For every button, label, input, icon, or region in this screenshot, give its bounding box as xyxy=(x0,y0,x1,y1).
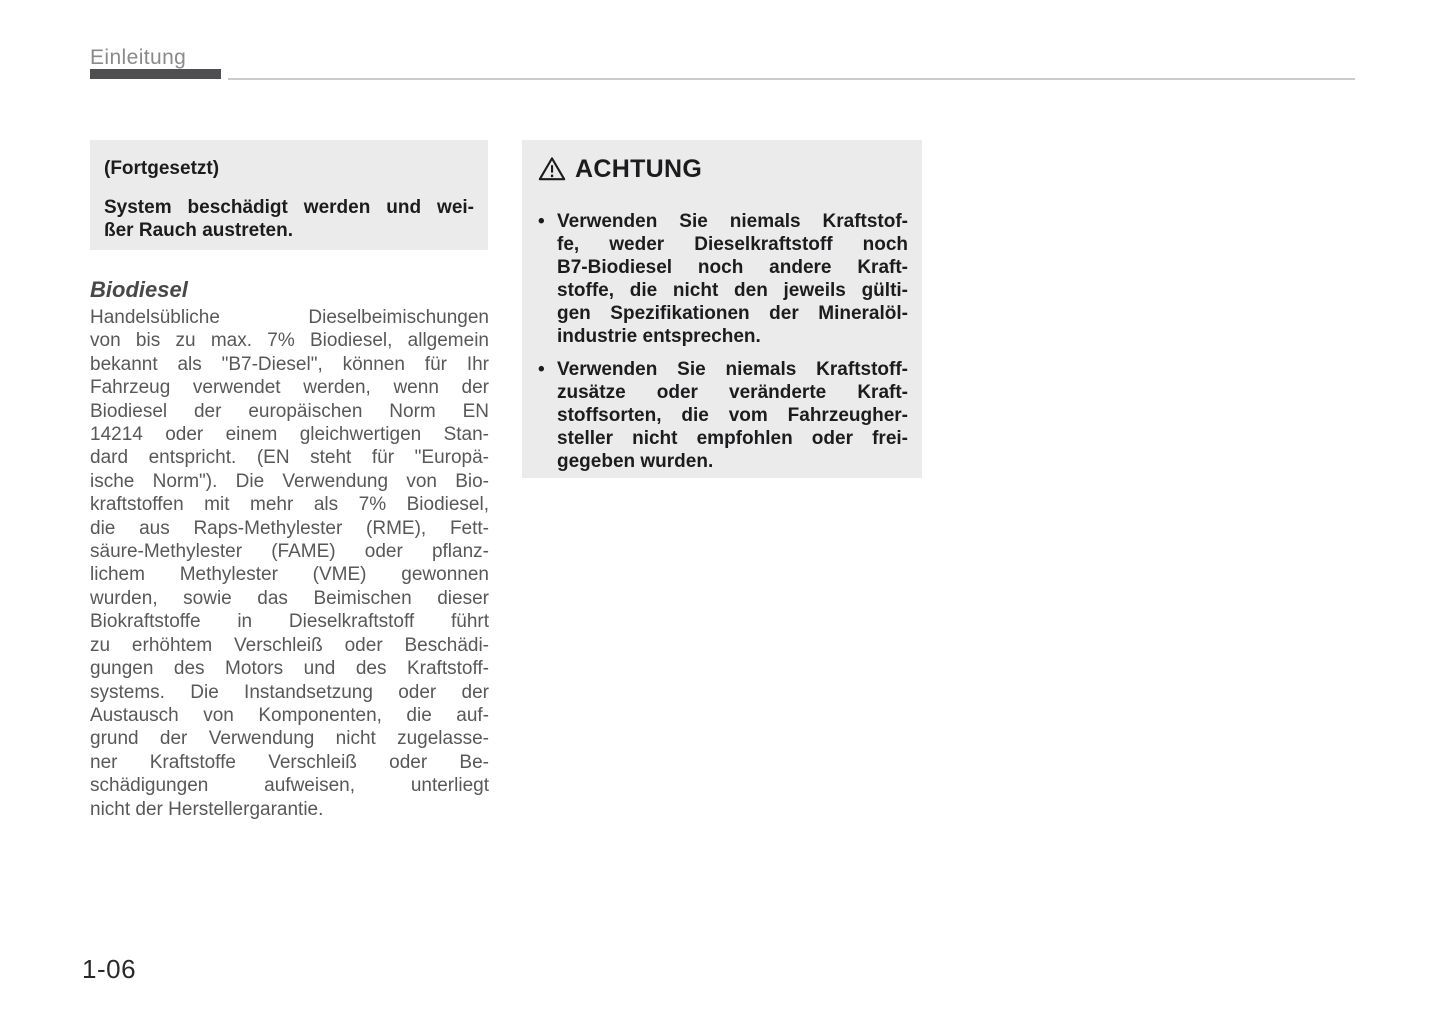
continued-text: System beschädigt werden und wei- ßer Rauch austreten. xyxy=(104,197,474,241)
page-header-title: Einleitung xyxy=(90,46,186,74)
caution-bullet-text: Verwenden Sie niemals Kraftstoff- zusätze oder veränderte Kraft- stoffsorten, die vom Fahrzeugher- steller nicht empfohlen oder frei- gegeben wurden. xyxy=(557,359,908,472)
caution-header xyxy=(538,154,908,184)
caution-bullet-list xyxy=(538,210,908,473)
caution-bullet-item xyxy=(538,210,908,348)
continued-note-box xyxy=(90,140,488,250)
caution-box xyxy=(522,140,922,478)
bullet-marker: • xyxy=(538,359,545,380)
caution-title: ACHTUNG xyxy=(575,154,703,183)
caution-bullet-item xyxy=(538,358,908,473)
header-bar xyxy=(90,69,221,79)
caution-bullet-text: Verwenden Sie niemals Kraftstof- fe, weder Dieselkraftstoff noch B7-Biodiesel noch andere Kraft- stoffe, die nicht den jeweils gülti- gen Spezifikationen der Mineralöl- industrie entsprechen. xyxy=(557,211,908,347)
bullet-marker: • xyxy=(538,211,545,232)
continued-label: (Fortgesetzt) xyxy=(104,158,220,179)
header-rule xyxy=(228,78,1355,80)
section-heading-biodiesel: Biodiesel xyxy=(90,277,188,302)
warning-triangle-icon xyxy=(538,156,566,182)
page-number: 1-06 xyxy=(82,954,137,984)
biodiesel-body-text: Handelsübliche Dieselbeimischungen von bis zu max. 7% Biodiesel, allgemein bekannt als "B7-Diesel", können für Ihr Fahrzeug verwendet werden, wenn der Biodiesel der europäischen Norm EN 14214 oder einem gleichwertigen Stan- dard entspricht. (EN steht für "Europä- ische Norm"). Die Verwendung von Bio- kraftstoffen mit mehr als 7% Biodiesel, die aus Raps-Methylester (RME), Fett- säure-Methylester (FAME) oder pflanz- lichem Methylester (VME) gewonnen wurden, sowie das Beimischen dieser Biokraftstoffe in Dieselkraftstoff führt zu erhöhtem Verschleiß oder Beschädi- gungen des Motors und des Kraftstoff- systems. Die Instandsetzung oder der Austausch von Komponenten, die auf- grund der Verwendung nicht zugelasse- ner Kraftstoffe Verschleiß oder Be- schädigungen aufweisen, unterliegt nicht der Herstellergarantie. xyxy=(90,307,489,820)
